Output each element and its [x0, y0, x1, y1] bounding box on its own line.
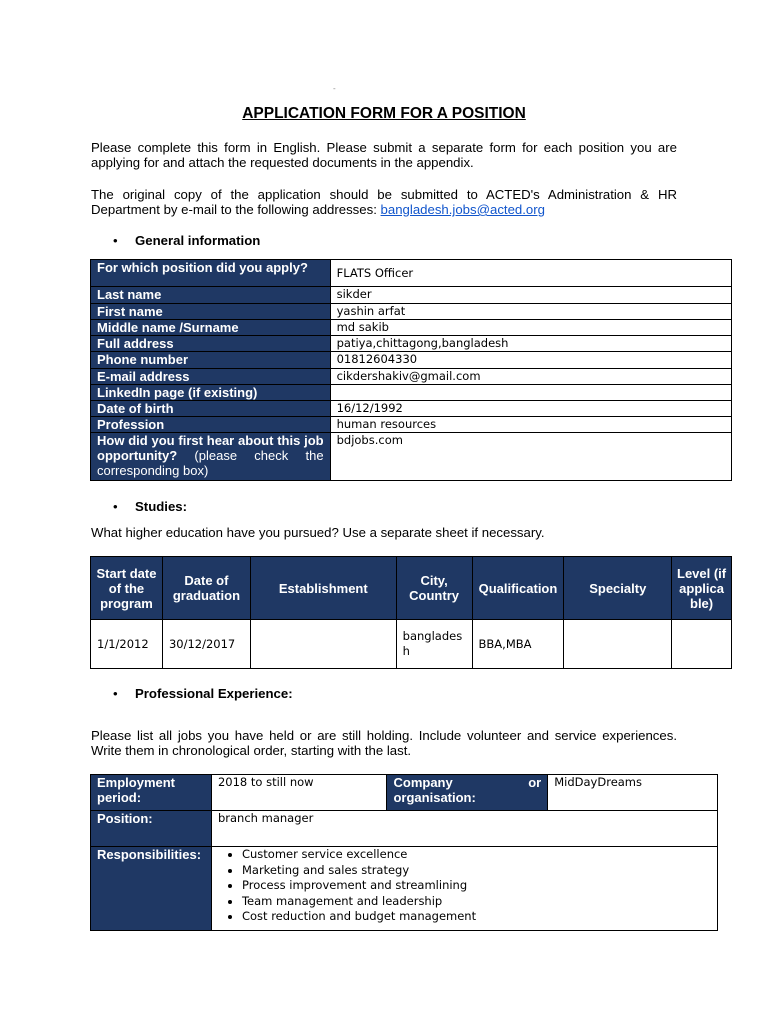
last-name-value[interactable]: sikder [330, 287, 731, 304]
phone-number-value[interactable]: 01812604330 [330, 352, 731, 369]
column-header: Level (if applicable) [672, 557, 732, 620]
studies-table [90, 556, 732, 669]
studies-question: What higher education have you pursued? Use a separate sheet if necessary. [91, 525, 545, 540]
field-label: Middle name /Surname [91, 320, 331, 336]
general-information-heading [113, 233, 260, 248]
field-label: First name [91, 304, 331, 320]
field-label: LinkedIn page (if existing) [91, 385, 331, 401]
field-label: E-mail address [91, 369, 331, 385]
table-cell[interactable] [564, 620, 672, 669]
middle-name-value[interactable]: md sakib [330, 320, 731, 336]
responsibilities-cell[interactable] [211, 847, 717, 931]
email-value[interactable]: cikdershakiv@gmail.com [330, 369, 731, 385]
table-row [91, 847, 718, 931]
table-cell[interactable] [672, 620, 732, 669]
experience-instructions: Please list all jobs you have held or are still holding. Include volunteer and service experiences. Write them in chronological order, starting with the last. [91, 728, 677, 758]
first-name-value[interactable]: yashin arfat [330, 304, 731, 320]
position-label: Position: [91, 811, 212, 847]
section-heading-label: Studies: [135, 499, 188, 514]
hear-label-bold: How did you first hear about this job opportunity? [97, 433, 324, 463]
field-label: Profession [91, 417, 331, 433]
section-heading-label: Professional Experience: [135, 686, 293, 701]
table-cell[interactable]: bangladesh [396, 620, 472, 669]
field-label: For which position did you apply? [91, 260, 331, 287]
table-row [91, 811, 718, 847]
professional-experience-heading [113, 686, 293, 701]
table-row [91, 385, 732, 401]
field-label: Full address [91, 336, 331, 352]
company-value[interactable]: MidDayDreams [548, 775, 718, 811]
list-item: • Team management and leadership [242, 894, 717, 910]
list-item: • Process improvement and streamlining [242, 878, 717, 894]
table-row [91, 336, 732, 352]
date-of-birth-value[interactable]: 16/12/1992 [330, 401, 731, 417]
table-row [91, 433, 732, 481]
hear-label-note: (please check the corresponding box) [97, 448, 324, 478]
table-cell[interactable] [250, 620, 396, 669]
responsibilities-label: Responsibilities: [91, 847, 212, 931]
table-row [91, 320, 732, 336]
table-row [91, 260, 732, 287]
table-row [91, 775, 718, 811]
company-label-line2: organisation: [393, 790, 476, 805]
experience-table [90, 774, 718, 931]
table-row [91, 352, 732, 369]
bullet-icon: • [113, 686, 118, 701]
column-header: Qualification [472, 557, 564, 620]
table-row [91, 369, 732, 385]
employment-period-value[interactable]: 2018 to still now [211, 775, 387, 811]
column-header: City, Country [396, 557, 472, 620]
company-label [387, 775, 548, 811]
general-information-table [90, 259, 732, 481]
intro-paragraph: Please complete this form in English. Please submit a separate form for each position you are applying for and attach the requested documents in the appendix. [91, 140, 677, 170]
list-item: • Cost reduction and budget management [242, 909, 717, 925]
section-heading-label: General information [135, 233, 261, 248]
table-cell[interactable]: 1/1/2012 [91, 620, 163, 669]
table-cell[interactable]: 30/12/2017 [162, 620, 250, 669]
hear-about-value[interactable]: bdjobs.com [330, 433, 731, 481]
field-label: Phone number [91, 352, 331, 369]
table-cell[interactable]: BBA,MBA [472, 620, 564, 669]
table-row [91, 401, 732, 417]
company-label-line [393, 775, 541, 790]
bullet-icon: • [113, 499, 118, 514]
column-header: Start date of the program [91, 557, 163, 620]
table-row [91, 287, 732, 304]
company-label-word: Company [393, 775, 453, 790]
table-row [91, 620, 732, 669]
submission-paragraph [91, 187, 677, 217]
position-applied-value[interactable]: FLATS Officer [330, 260, 731, 287]
full-address-value[interactable]: patiya,chittagong,bangladesh [330, 336, 731, 352]
bullet-icon: • [113, 233, 118, 248]
profession-value[interactable]: human resources [330, 417, 731, 433]
email-link[interactable]: bangladesh.jobs@acted.org [380, 202, 545, 217]
list-item: • Marketing and sales strategy [242, 863, 717, 879]
submission-text: The original copy of the application should be submitted to ACTED's Administration & HR Department by e-mail to the following addresses: [91, 187, 677, 217]
field-label: Last name [91, 287, 331, 304]
column-header: Establishment [250, 557, 396, 620]
list-item: • Customer service excellence [242, 847, 717, 863]
column-header: Specialty [564, 557, 672, 620]
header-mark: - [333, 84, 336, 93]
position-value[interactable]: branch manager [211, 811, 717, 847]
field-label [91, 433, 331, 481]
company-label-or: or [528, 775, 542, 790]
linkedin-value[interactable] [330, 385, 731, 401]
column-header: Date of graduation [162, 557, 250, 620]
table-row [91, 304, 732, 320]
studies-heading [113, 499, 187, 514]
field-label: Date of birth [91, 401, 331, 417]
table-header-row [91, 557, 732, 620]
page-title: APPLICATION FORM FOR A POSITION [242, 105, 526, 122]
employment-period-label: Employment period: [91, 775, 212, 811]
responsibilities-list [212, 847, 717, 925]
table-row [91, 417, 732, 433]
